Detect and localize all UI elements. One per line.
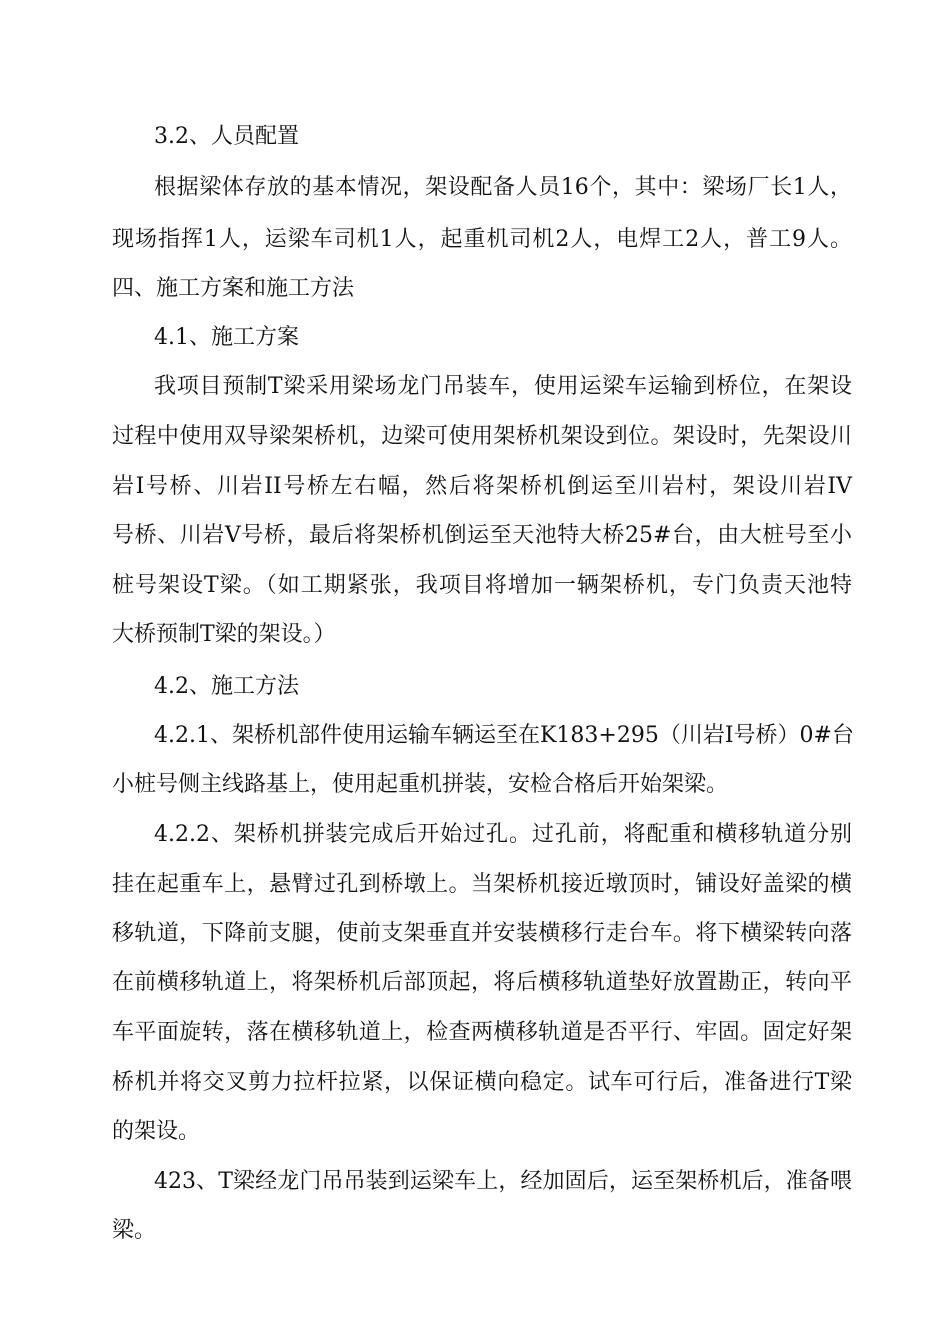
paragraph-line: 梁。 [112, 1218, 157, 1243]
paragraph-line: 桩号架设T梁。（如工期紧张，我项目将增加一辆架桥机，专门负责天池特 [112, 573, 852, 598]
paragraph-line: 桥机并将交叉剪力拉杆拉紧，以保证横向稳定。试车可行后，准备进行T梁 [112, 1070, 852, 1095]
paragraph-line: 在前横移轨道上，将架桥机后部顶起，将后横移轨道垫好放置勘正，转向平 [112, 970, 852, 995]
paragraph-line: 车平面旋转，落在横移轨道上，检查两横移轨道是否平行、牢固。固定好架 [112, 1020, 852, 1045]
section-3-2-heading: 3.2、人员配置 [154, 124, 299, 149]
paragraph-line: 我项目预制T梁采用梁场龙门吊装车，使用运梁车运输到桥位，在架设 [154, 374, 852, 399]
section-4-2-heading: 4.2、施工方法 [154, 674, 299, 699]
section-4-1-heading: 4.1、施工方案 [154, 325, 299, 350]
paragraph-line: 小桩号侧主线路基上，使用起重机拼装，安检合格后开始架梁。 [112, 772, 729, 797]
paragraph-line: 号桥、川岩V号桥，最后将架桥机倒运至天池特大桥25#台，由大桩号至小 [112, 523, 852, 548]
section-4-heading: 四、施工方案和施工方法 [112, 276, 355, 301]
paragraph-line: 423、T梁经龙门吊吊装到运梁车上，经加固后，运至架桥机后，准备喂 [154, 1169, 852, 1194]
paragraph-line: 过程中使用双导梁架桥机，边梁可使用架桥机架设到位。架设时，先架设川 [112, 424, 852, 449]
paragraph-line: 挂在起重车上，悬臂过孔到桥墩上。当架桥机接近墩顶时，铺设好盖梁的横 [112, 872, 852, 897]
paragraph-line: 岩I号桥、川岩II号桥左右幅，然后将架桥机倒运至川岩村，架设川岩IV [112, 474, 852, 499]
paragraph-line: 根据梁体存放的基本情况，架设配备人员16个，其中：梁场厂长1人， [154, 175, 852, 200]
paragraph-line: 移轨道，下降前支腿，使前支架垂直并安装横移行走台车。将下横梁转向落 [112, 921, 852, 946]
paragraph-line: 大桥预制T梁的架设。） [112, 622, 336, 647]
paragraph-line: 4.2.1、架桥机部件使用运输车辆运至在K183+295（川岩I号桥）0#台 [154, 723, 854, 748]
paragraph-line: 的架设。 [112, 1119, 201, 1144]
paragraph-line: 现场指挥1人，运梁车司机1人，起重机司机2人，电焊工2人，普工9人。 [112, 227, 852, 252]
paragraph-line: 4.2.2、架桥机拼装完成后开始过孔。过孔前，将配重和横移轨道分别 [154, 822, 852, 847]
